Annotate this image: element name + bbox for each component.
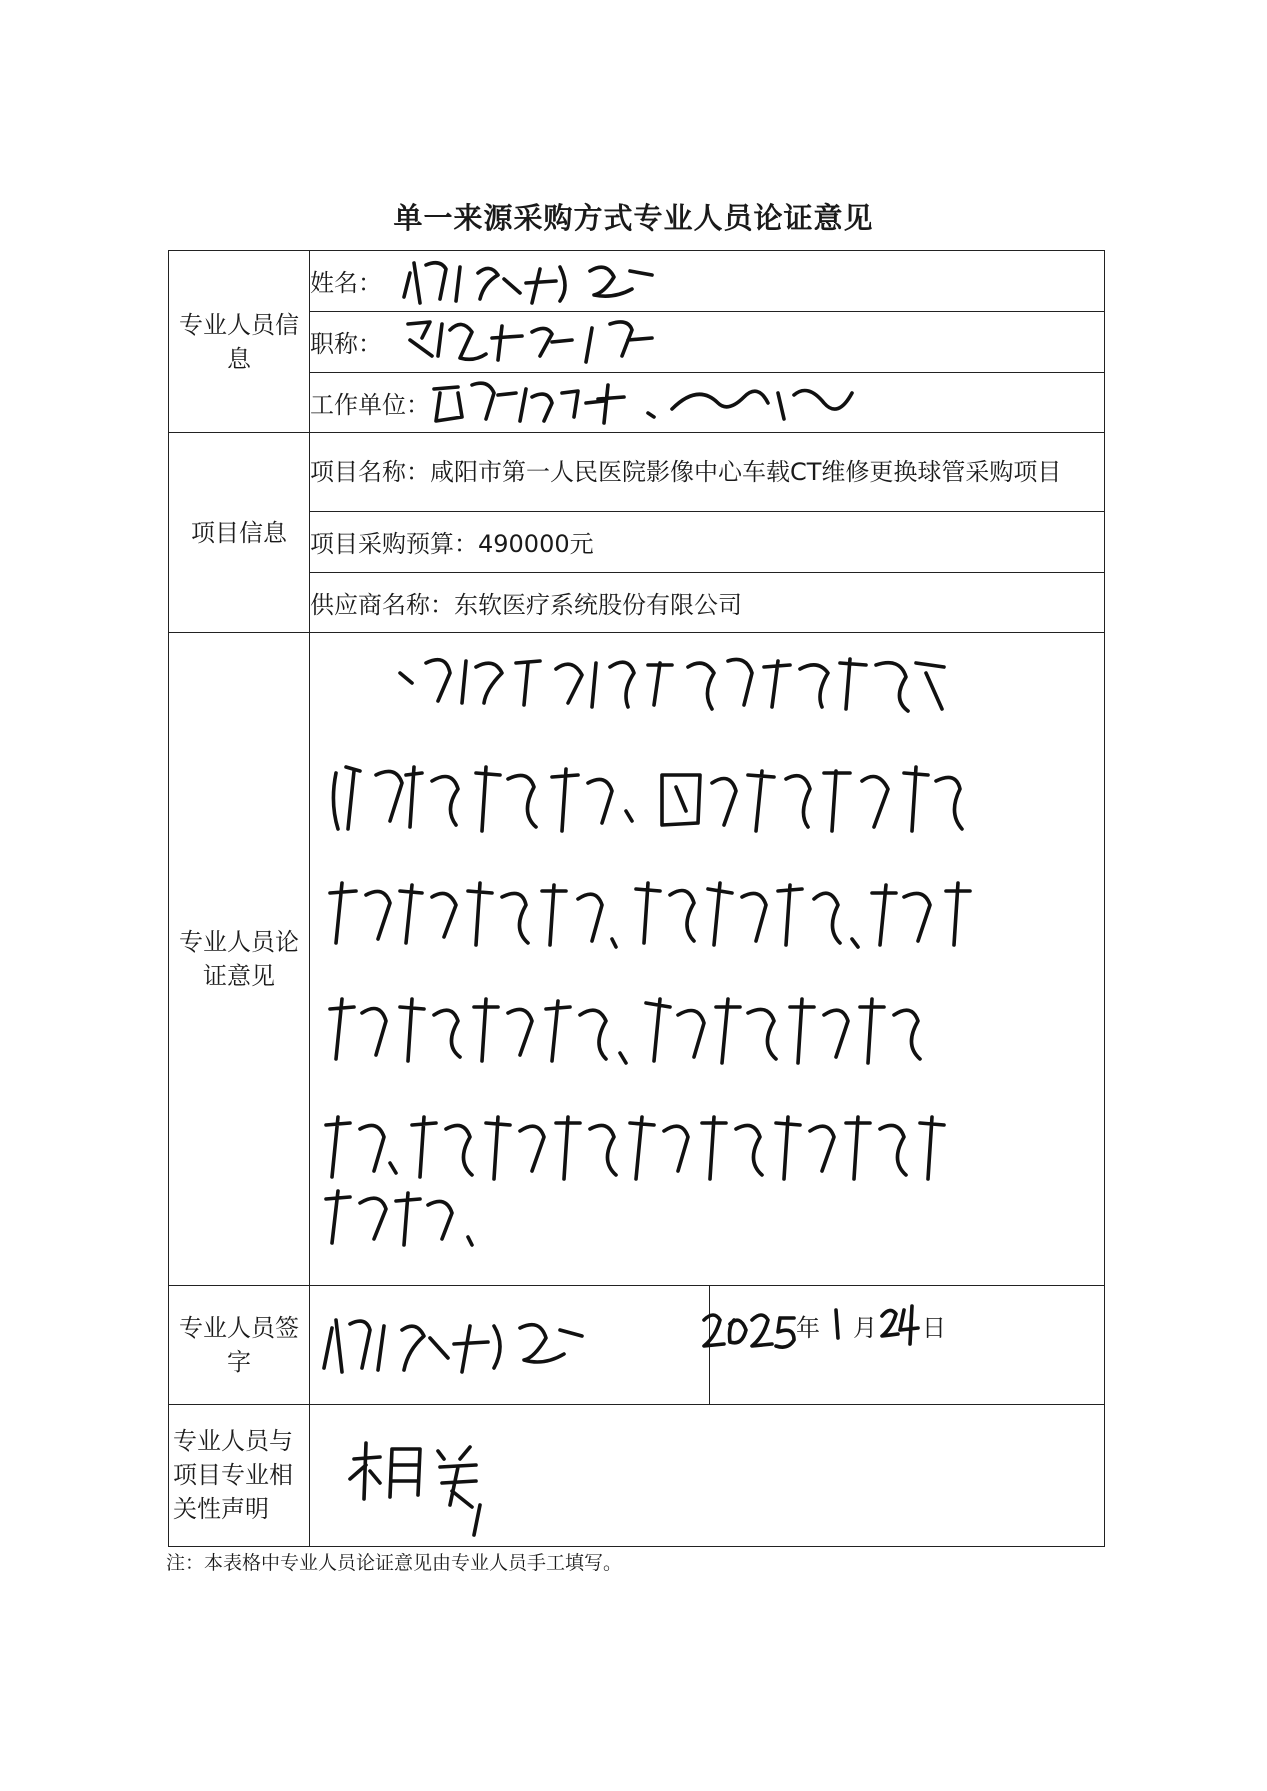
personnel-info-header: 专业人员信息 — [169, 251, 310, 433]
name-field — [310, 251, 1105, 312]
signature-row — [169, 1286, 1105, 1405]
opinion-handwriting — [316, 643, 1096, 1243]
signature-field — [310, 1286, 710, 1405]
budget-row — [169, 511, 1105, 572]
year-handwriting — [698, 1306, 798, 1356]
month-handwriting — [826, 1304, 850, 1344]
name-handwriting — [400, 253, 700, 309]
relevance-header: 专业人员与项目专业相关性声明 — [169, 1404, 310, 1546]
name-label: 姓名： — [310, 269, 382, 298]
certification-form — [168, 250, 1105, 1547]
job-title-field — [310, 311, 1105, 372]
relevance-handwriting — [340, 1435, 500, 1545]
title-row — [169, 311, 1105, 372]
project-name-row — [169, 433, 1105, 511]
footnote: 注：本表格中专业人员论证意见由专业人员手工填写。 — [166, 1552, 623, 1574]
employer-handwriting — [428, 373, 898, 431]
date-field — [710, 1286, 1105, 1405]
document-title: 单一来源采购方式专业人员论证意见 — [393, 201, 874, 235]
signature-header: 专业人员签字 — [169, 1286, 310, 1405]
day-handwriting — [878, 1300, 922, 1348]
opinion-header: 专业人员论证意见 — [169, 633, 310, 1286]
year-char: 年 — [796, 1314, 820, 1343]
day-char: 日 — [922, 1314, 946, 1343]
opinion-field — [310, 633, 1105, 1286]
job-title-label: 职称： — [310, 330, 382, 359]
relevance-row — [169, 1404, 1105, 1546]
project-name-field: 项目名称：咸阳市第一人民医院影像中心车载CT维修更换球管采购项目 — [310, 433, 1105, 511]
employer-label: 工作单位： — [310, 391, 430, 420]
name-row — [169, 251, 1105, 312]
supplier-row — [169, 572, 1105, 633]
employer-field — [310, 372, 1105, 433]
signature-handwriting — [320, 1308, 620, 1388]
project-info-header: 项目信息 — [169, 433, 310, 633]
opinion-row — [169, 633, 1105, 1286]
month-char: 月 — [853, 1314, 877, 1343]
employer-row — [169, 372, 1105, 433]
relevance-field — [310, 1404, 1105, 1546]
supplier-field: 供应商名称：东软医疗系统股份有限公司 — [310, 572, 1105, 633]
budget-field: 项目采购预算：490000元 — [310, 511, 1105, 572]
job-title-handwriting — [402, 312, 742, 370]
